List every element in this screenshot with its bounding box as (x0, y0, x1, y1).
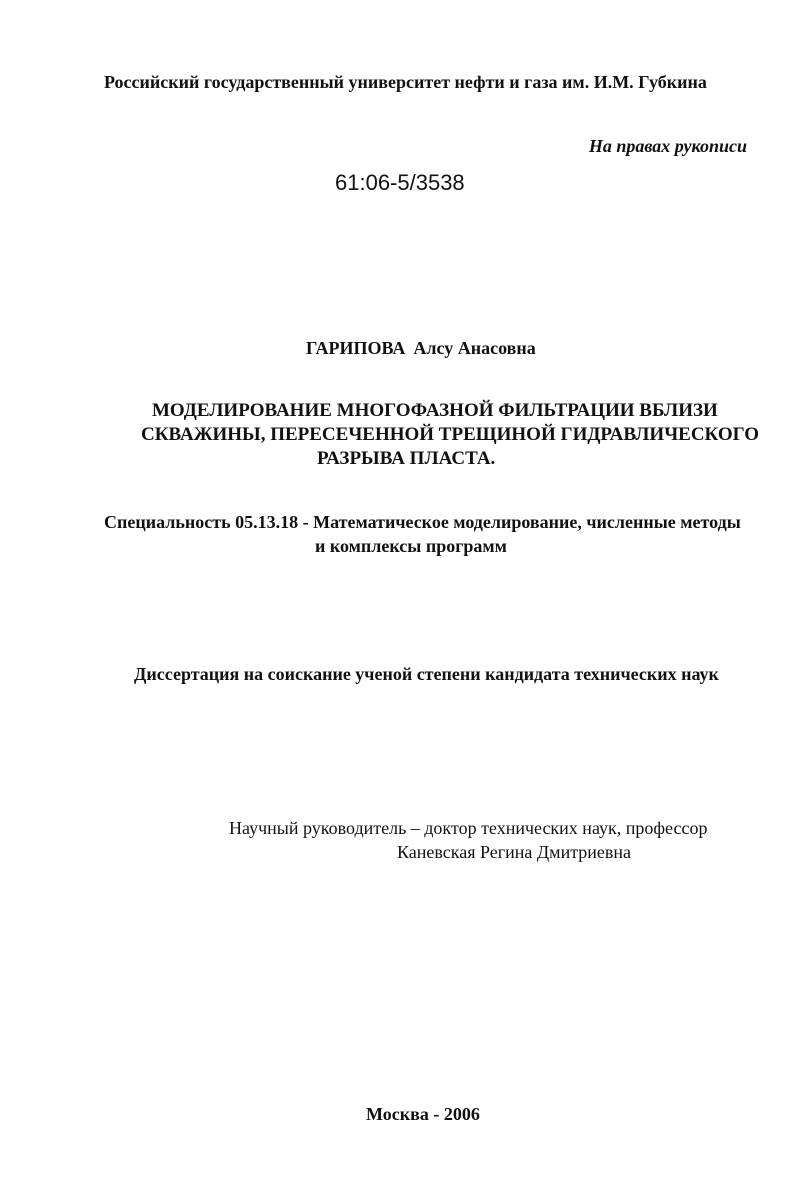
thesis-title-line: СКВАЖИНЫ, ПЕРЕСЕЧЕННОЙ ТРЕЩИНОЙ ГИДРАВЛИЧЕСКОГО (141, 424, 760, 445)
advisor-role: Научный руководитель – доктор технических наук, профессор (229, 818, 708, 838)
thesis-title-line: РАЗРЫВА ПЛАСТА. (317, 448, 496, 469)
city-year: Москва - 2006 (366, 1104, 480, 1124)
university-name: Российский государственный университет нефти и газа им. И.М. Губкина (104, 72, 707, 92)
author-name (306, 338, 536, 359)
specialty-line: и комплексы программ (315, 536, 507, 556)
specialty-line: Специальность 05.13.18 - Математическое моделирование, численные методы (104, 512, 741, 532)
author-surname: ГАРИПОВА (306, 338, 406, 358)
catalog-code: 61:06-5/3538 (335, 170, 465, 195)
rights-note: На правах рукописи (588, 136, 747, 156)
author-given-names: Алсу Анасовна (413, 338, 536, 358)
degree-statement: Диссертация на соискание ученой степени кандидата технических наук (134, 664, 719, 684)
thesis-title-line: МОДЕЛИРОВАНИЕ МНОГОФАЗНОЙ ФИЛЬТРАЦИИ ВБЛИЗИ (152, 400, 718, 421)
advisor-name: Каневская Регина Дмитриевна (397, 842, 632, 862)
